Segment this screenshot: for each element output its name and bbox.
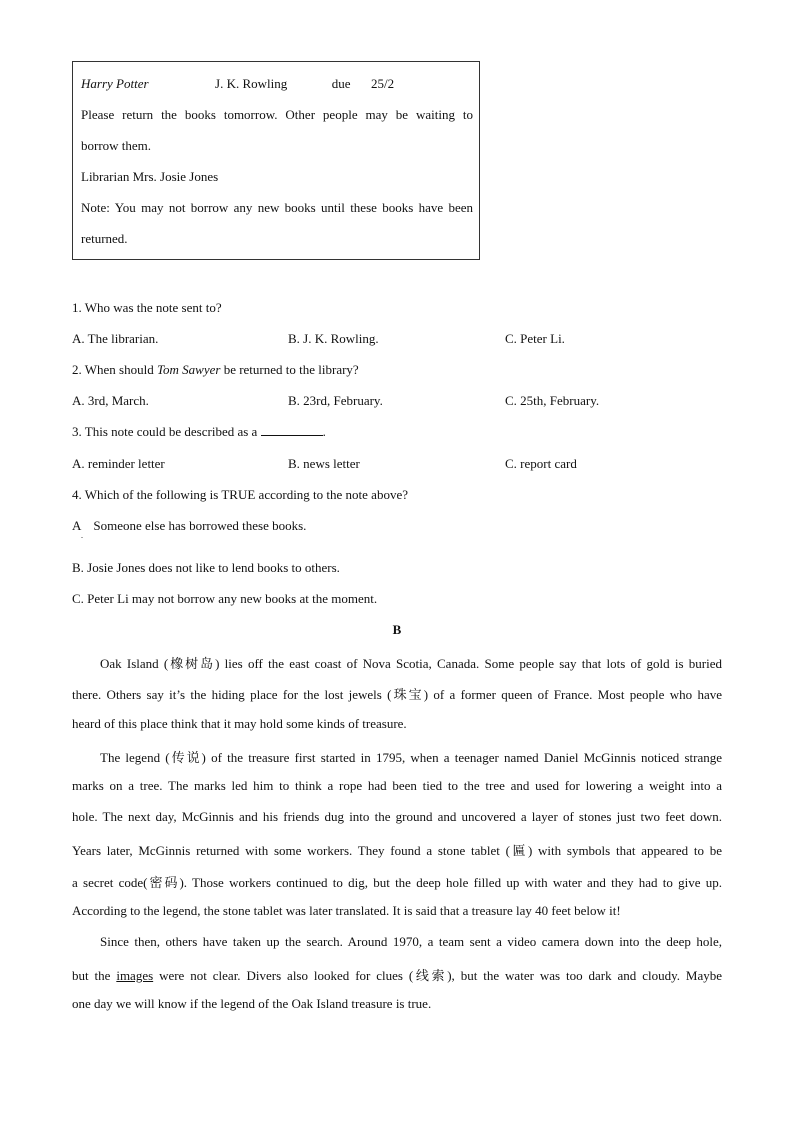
question-1-stem: 1. Who was the note sent to? <box>72 300 222 315</box>
question-2-option-c: C. 25th, February. <box>505 393 600 408</box>
paragraph-2-line-2: marks on a tree. The marks led him to think a rope had been tied to the tree and used for lowering a weight into a <box>72 778 722 793</box>
question-2-option-a: A. 3rd, March. <box>72 393 149 408</box>
section-b-title: B <box>392 622 402 637</box>
note-line-2: borrow them. <box>81 138 152 153</box>
answer-blank <box>261 424 323 436</box>
note-line-1: Please return the books tomorrow. Other people may be waiting to <box>81 107 473 122</box>
note-line-4: returned. <box>81 231 128 246</box>
question-4-option-a-text: Someone else has borrowed these books. <box>93 518 307 533</box>
book-title: Harry Potter <box>81 76 149 91</box>
paragraph-2-line-5: a secret code(密码). Those workers continued to dig, but the deep hole filled up with water and they had to give up. <box>72 875 722 890</box>
paragraph-1-line-3: heard of this place think that it may hold some kinds of treasure. <box>72 716 407 731</box>
note-book-line <box>81 76 394 92</box>
question-4-stem: 4. Which of the following is TRUE according to the note above? <box>72 487 408 502</box>
question-3-option-b: B. news letter <box>288 456 360 471</box>
paragraph-1-line-2: there. Others say it’s the hiding place for the lost jewels (珠宝) of a former queen of France. Most people who have <box>72 687 722 702</box>
question-3-stem-post: . <box>322 424 326 439</box>
question-1-option-b: B. J. K. Rowling. <box>288 331 379 346</box>
due-label: due <box>331 76 351 91</box>
paragraph-3-line-2-pre: but the <box>72 968 117 983</box>
note-line-3: Note: You may not borrow any new books until these books have been <box>81 200 473 215</box>
question-4-option-a <box>72 518 306 534</box>
question-1-option-c: C. Peter Li. <box>505 331 565 346</box>
paragraph-2-line-4: Years later, McGinnis returned with some workers. They found a stone tablet (匾) with symbols that appeared to be <box>72 843 722 858</box>
decorative-dot: . <box>81 531 83 540</box>
question-4-option-a-letter: A <box>72 518 82 533</box>
due-date: 25/2 <box>371 76 395 91</box>
question-2-stem-pre: 2. When should <box>72 362 157 377</box>
question-2-stem-post: be returned to the library? <box>220 362 359 377</box>
question-3-stem <box>72 424 326 440</box>
library-note-box <box>72 61 480 260</box>
paragraph-3-line-3: one day we will know if the legend of the Oak Island treasure is true. <box>72 996 432 1011</box>
question-1-option-a: A. The librarian. <box>72 331 159 346</box>
note-librarian: Librarian Mrs. Josie Jones <box>81 169 219 184</box>
question-2-book-title: Tom Sawyer <box>156 362 221 377</box>
paragraph-2-line-1: The legend (传说) of the treasure first started in 1795, when a teenager named Daniel McGinnis noticed strange <box>100 750 722 765</box>
book-author: J. K. Rowling <box>215 76 288 91</box>
paragraph-3-line-2-post: were not clear. Divers also looked for clues (线索), but the water was too dark and cloudy. Maybe <box>153 968 722 983</box>
underlined-word-images: images <box>116 968 154 983</box>
question-2-option-b: B. 23rd, February. <box>288 393 383 408</box>
paragraph-3-line-2 <box>72 965 722 984</box>
paragraph-2-line-3: hole. The next day, McGinnis and his friends dug into the ground and uncovered a layer of stones just two feet down. <box>72 809 722 824</box>
question-4-option-b: B. Josie Jones does not like to lend books to others. <box>72 560 340 575</box>
paragraph-3-line-1: Since then, others have taken up the search. Around 1970, a team sent a video camera down into the deep hole, <box>100 934 722 949</box>
paragraph-2-line-6: According to the legend, the stone tablet was later translated. It is said that a treasure lay 40 feet below it! <box>72 903 621 918</box>
question-3-option-c: C. report card <box>505 456 577 471</box>
question-3-stem-pre: 3. This note could be described as a <box>72 424 261 439</box>
paragraph-1-line-1: Oak Island (橡树岛) lies off the east coast of Nova Scotia, Canada. Some people say that lots of gold is buried <box>100 656 722 671</box>
question-4-option-c: C. Peter Li may not borrow any new books at the moment. <box>72 591 378 606</box>
question-3-option-a: A. reminder letter <box>72 456 165 471</box>
question-2-stem <box>72 362 359 378</box>
